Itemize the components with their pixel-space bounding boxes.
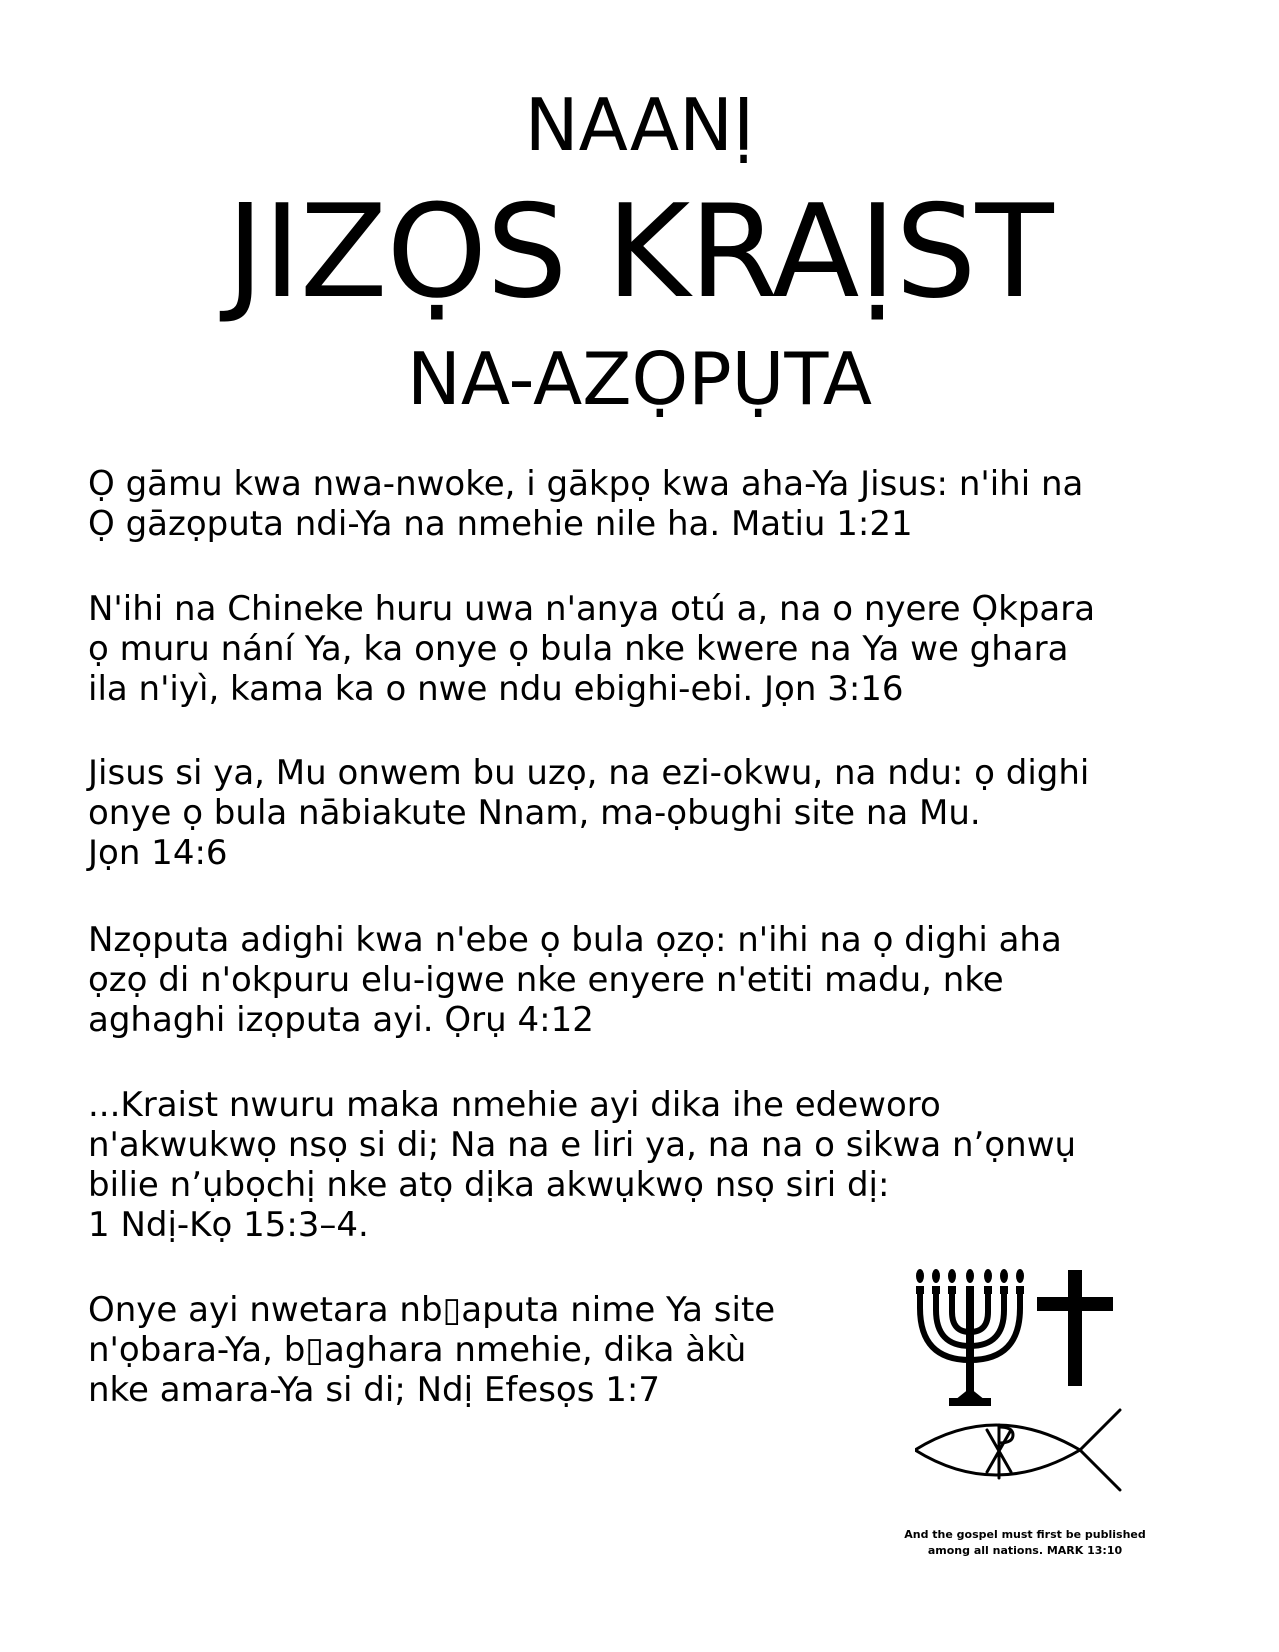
verse-john-3-16 xyxy=(88,589,1095,709)
verse-line: Onye ayi nwetara nb▯aputa nime Ya site xyxy=(88,1290,776,1330)
verse-line: nke amara-Ya si di; Ndị Efesọs 1:7 xyxy=(88,1370,660,1410)
faith-symbols xyxy=(915,1260,1155,1529)
verse-1-corinthians-15-3-4 xyxy=(88,1085,1076,1245)
verse-line: ...Kraist nwuru maka nmehie ayi dika ihe edeworo xyxy=(88,1085,941,1125)
verse-line: Jisus si ya, Mu onwem bu uzọ, na ezi-okwu, na ndu: ọ dighi xyxy=(88,753,1090,793)
footer-verse-mark-13-10 xyxy=(880,1527,1170,1559)
title-line-saviour: NA-AZỌPỤTA xyxy=(407,337,872,421)
verse-line: bilie n’ụbọchị nke atọ dịka akwụkwọ nsọ siri dị: xyxy=(88,1165,890,1205)
ichthys-chi-rho-icon xyxy=(915,1410,1120,1490)
verse-line: Nzọputa adighi kwa n'ebe ọ bula ọzọ: n'ihi na ọ dighi aha xyxy=(88,920,1062,960)
menorah-icon xyxy=(916,1269,1024,1406)
verse-matthew-1-21 xyxy=(88,464,1083,544)
verse-john-14-6 xyxy=(88,753,1089,873)
verse-line: ila n'iyì, kama ka o nwe ndu ebighi-ebi. Jọn 3:16 xyxy=(88,669,904,709)
footer-line: among all nations. MARK 13:10 xyxy=(927,1544,1123,1557)
title-line-jesus-christ: JIZỌS KRAỊST xyxy=(226,178,1053,327)
verse-line: ọzọ di n'okpuru elu-igwe nke enyere n'etiti madu, nke xyxy=(88,960,1004,1000)
verse-line: Jọn 14:6 xyxy=(88,833,228,873)
footer-line: And the gospel must first be published xyxy=(904,1528,1146,1541)
verse-line: onye ọ bula nābiakute Nnam, ma-ọbughi site na Mu. xyxy=(88,793,981,833)
verse-line: ọ muru nání Ya, ka onye ọ bula nke kwere na Ya we ghara xyxy=(88,629,1069,669)
cross-icon xyxy=(1037,1270,1113,1386)
verse-ephesians-1-7 xyxy=(88,1290,775,1410)
verse-line: 1 Ndị-Kọ 15:3–4. xyxy=(88,1205,369,1245)
verse-line: N'ihi na Chineke huru uwa n'anya otú a, na o nyere Ọkpara xyxy=(88,589,1096,629)
verse-line: n'ọbara-Ya, b▯aghara nmehie, dika àkù xyxy=(88,1330,747,1370)
verse-line: Ọ gāzọputa ndi-Ya na nmehie nile ha. Matiu 1:21 xyxy=(88,504,913,544)
verse-line: Ọ gāmu kwa nwa-nwoke, i gākpọ kwa aha-Ya Jisus: n'ihi na xyxy=(88,464,1084,504)
verse-acts-4-12 xyxy=(88,920,1062,1040)
title-line-naani: NAANỊ xyxy=(524,83,755,167)
verse-line: aghaghi izọputa ayi. Ọrụ 4:12 xyxy=(88,1000,594,1040)
verse-line: n'akwukwọ nsọ si di; Na na e liri ya, na na o sikwa n’ọnwụ xyxy=(88,1125,1077,1165)
